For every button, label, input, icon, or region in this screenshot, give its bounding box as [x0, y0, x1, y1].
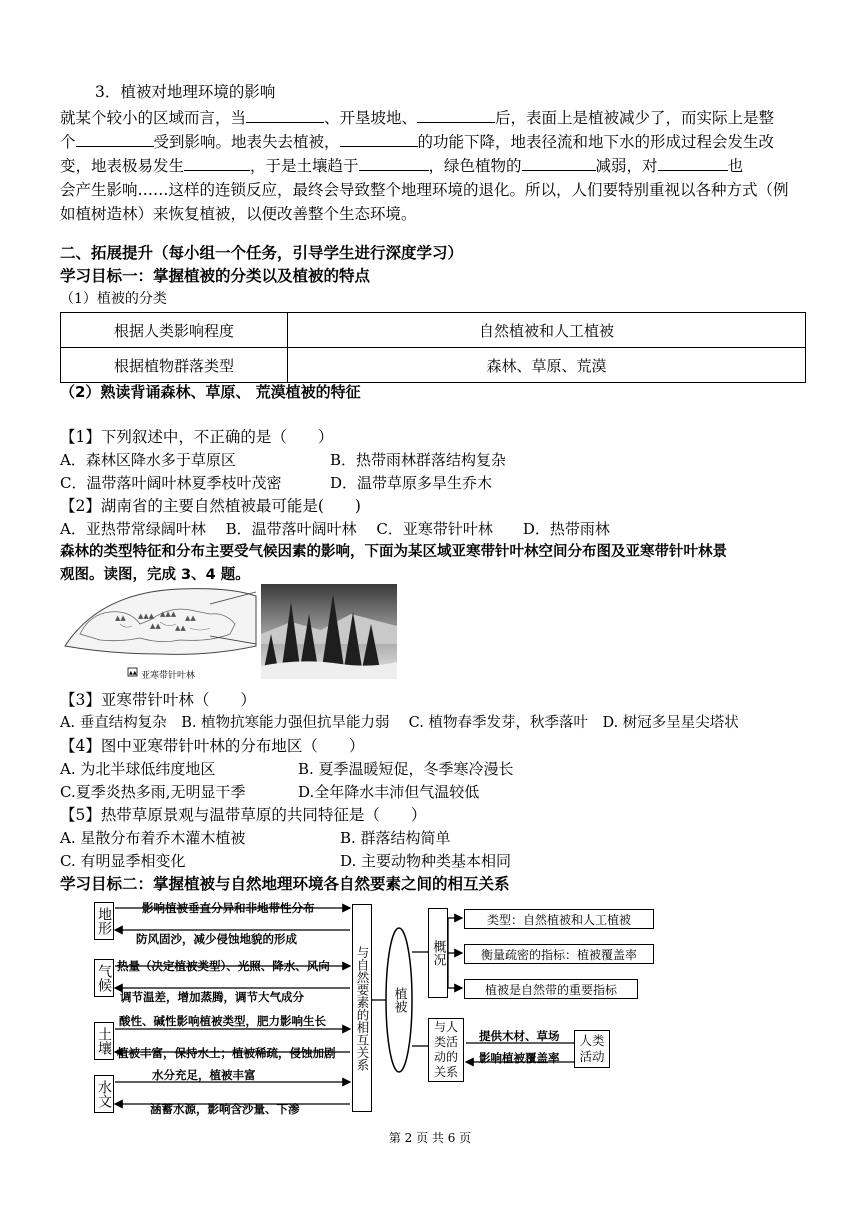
option-a[interactable]: A. 星散分布着乔木灌木植被 — [60, 829, 246, 847]
overview-item-type: 类型：自然植被和人工植被 — [464, 909, 654, 929]
svg-text:▲▲▲: ▲▲▲ — [160, 610, 177, 618]
text-line: 会产生影响……这样的连锁反应，最终会导致整个地理环境的退化。所以，人们要特别重视以各种方式（例 — [60, 181, 789, 199]
svg-text:▲▲▲: ▲▲▲ — [138, 612, 155, 620]
subheading: （1）植被的分类 — [60, 291, 167, 307]
question-stem: 【2】湖南省的主要自然植被最可能是( ) — [60, 497, 361, 515]
learning-goal-1: 学习目标一：掌握植被的分类以及植被的特点 — [60, 267, 371, 285]
question-stem: 【1】下列叙述中，不正确的是（ ） — [60, 428, 334, 446]
text-span: 减弱，对 — [595, 157, 658, 175]
vegetation-label: 植被 — [391, 987, 407, 1013]
text-span: 、开垦坡地、 — [324, 109, 418, 127]
question-stem: 【5】热带草原景观与温带草原的共同特征是（ ） — [60, 806, 427, 824]
relation-box: 与自然要素的相互关系 — [352, 904, 372, 1112]
text-span: 后，表面上是植被减少了，而实际上是整 — [495, 109, 775, 127]
learning-goal-2: 学习目标二：掌握植被与自然地理环境各自然要素之间的相互关系 — [60, 875, 510, 893]
options-row[interactable]: A. 垂直结构复杂 B. 植物抗寒能力强但抗旱能力弱 C. 植物春季发芽，秋季落叶 D. 树冠多呈星尖塔状 — [60, 715, 739, 731]
option-d[interactable]: D．温带草原多旱生乔木 — [330, 474, 493, 492]
text-span: 就某个较小的区域而言，当 — [60, 109, 247, 127]
overview-box: 概况 — [428, 908, 448, 998]
climate-box: 气候 — [94, 959, 114, 997]
arrow-label: 热量（决定植被类型）、光照、降水、风向 — [117, 959, 330, 973]
option-b[interactable]: B. 夏季温暖短促，冬季寒冷漫长 — [298, 760, 514, 778]
arrow-label: 防风固沙，减少侵蚀地貌的形成 — [136, 932, 297, 946]
arrow-label: 酸性、碱性影响植被类型，肥力影响生长 — [119, 1014, 326, 1028]
option-c[interactable]: C. 有明显季相变化 — [60, 852, 186, 870]
svg-text:▲▲: ▲▲ — [185, 614, 196, 622]
part-title: 二、拓展提升（每小组一个任务，引导学生进行深度学习） — [60, 244, 464, 262]
human-activity-box: 人类活动 — [574, 1030, 610, 1068]
section-heading: 3．植被对地理环境的影响 — [95, 83, 276, 101]
option-a[interactable]: A. 为北半球低纬度地区 — [60, 760, 216, 778]
overview-item-indicator: 植被是自然带的重要指标 — [464, 979, 638, 999]
svg-text:▲▲: ▲▲ — [129, 670, 137, 676]
text-span: ，于是土壤趋于 — [250, 157, 359, 175]
text-span: 也 — [727, 157, 744, 175]
arrow-label: 影响植被垂直分异和非地带性分布 — [142, 901, 315, 915]
arrow-label: 提供木材、草场 — [479, 1029, 560, 1043]
text-span: 受到影响。地表失去植被， — [153, 133, 340, 151]
svg-text:▲▲: ▲▲ — [115, 614, 126, 622]
overview-item-density: 衡量疏密的指标：植被覆盖率 — [464, 944, 654, 964]
option-a[interactable]: A．森林区降水多于草原区 — [60, 451, 236, 469]
option-b[interactable]: B. 群落结构简单 — [340, 829, 451, 847]
table-cell: 根据植物群落类型 — [61, 348, 288, 383]
arrow-label: 水分充足，植被丰富 — [152, 1068, 256, 1082]
options-row[interactable]: A．亚热带常绿阔叶林 B．温带落叶阔叶林 C．亚寒带针叶林 D．热带雨林 — [60, 520, 610, 538]
option-b[interactable]: B．热带雨林群落结构复杂 — [330, 451, 507, 469]
question-stem: 【3】亚寒带针叶林（ ） — [60, 691, 256, 709]
table-cell: 根据人类影响程度 — [61, 313, 288, 348]
page-footer: 第 2 页 共 6 页 — [388, 1131, 472, 1145]
svg-text:▲▲: ▲▲ — [150, 622, 161, 630]
svg-text:▲▲: ▲▲ — [175, 624, 186, 632]
terrain-box: 地形 — [94, 902, 114, 940]
table-cell: 自然植被和人工植被 — [288, 313, 806, 348]
human-relation-box: 与人类活动的关系 — [428, 1018, 464, 1082]
option-c[interactable]: C.夏季炎热多雨,无明显干季 — [60, 783, 246, 801]
arrow-label: 调节温差，增加蒸腾，调节大气成分 — [120, 990, 304, 1004]
text-line: 如植树造林）来恢复植被，以便改善整个生态环境。 — [60, 205, 417, 223]
arrow-label: 影响植被覆盖率 — [479, 1051, 560, 1065]
text-span: ，绿色植物的 — [428, 157, 522, 175]
option-d[interactable]: D.全年降水丰沛但气温较低 — [298, 783, 480, 801]
option-c[interactable]: C．温带落叶阔叶林夏季枝叶茂密 — [60, 474, 282, 492]
subheading: （2）熟读背诵森林、草原、 荒漠植被的特征 — [60, 383, 361, 401]
map-legend-label: 亚寒带针叶林 — [141, 671, 196, 681]
question-stem: 【4】图中亚寒带针叶林的分布地区（ ） — [60, 737, 365, 755]
option-d[interactable]: D. 主要动物种类基本相同 — [340, 852, 512, 870]
water-box: 水文 — [94, 1075, 114, 1113]
text-span: 个 — [60, 133, 76, 151]
text-span: 变，地表极易发生 — [60, 157, 185, 175]
arrow-label: 涵蓄水源，影响含沙量、下渗 — [150, 1102, 300, 1116]
intro-text: 观图。读图，完成 3、4 题。 — [60, 567, 250, 583]
arrow-label: 植被丰富，保持水土；植被稀疏，侵蚀加剧 — [117, 1046, 336, 1060]
soil-box: 土壤 — [94, 1022, 114, 1060]
text-span: 的功能下降，地表径流和地下水的形成过程会发生改 — [417, 133, 775, 151]
table-cell: 森林、草原、荒漠 — [288, 348, 806, 383]
intro-text: 森林的类型特征和分布主要受气候因素的影响，下面为某区域亚寒带针叶林空间分布图及亚寒带针叶林景 — [60, 544, 727, 560]
